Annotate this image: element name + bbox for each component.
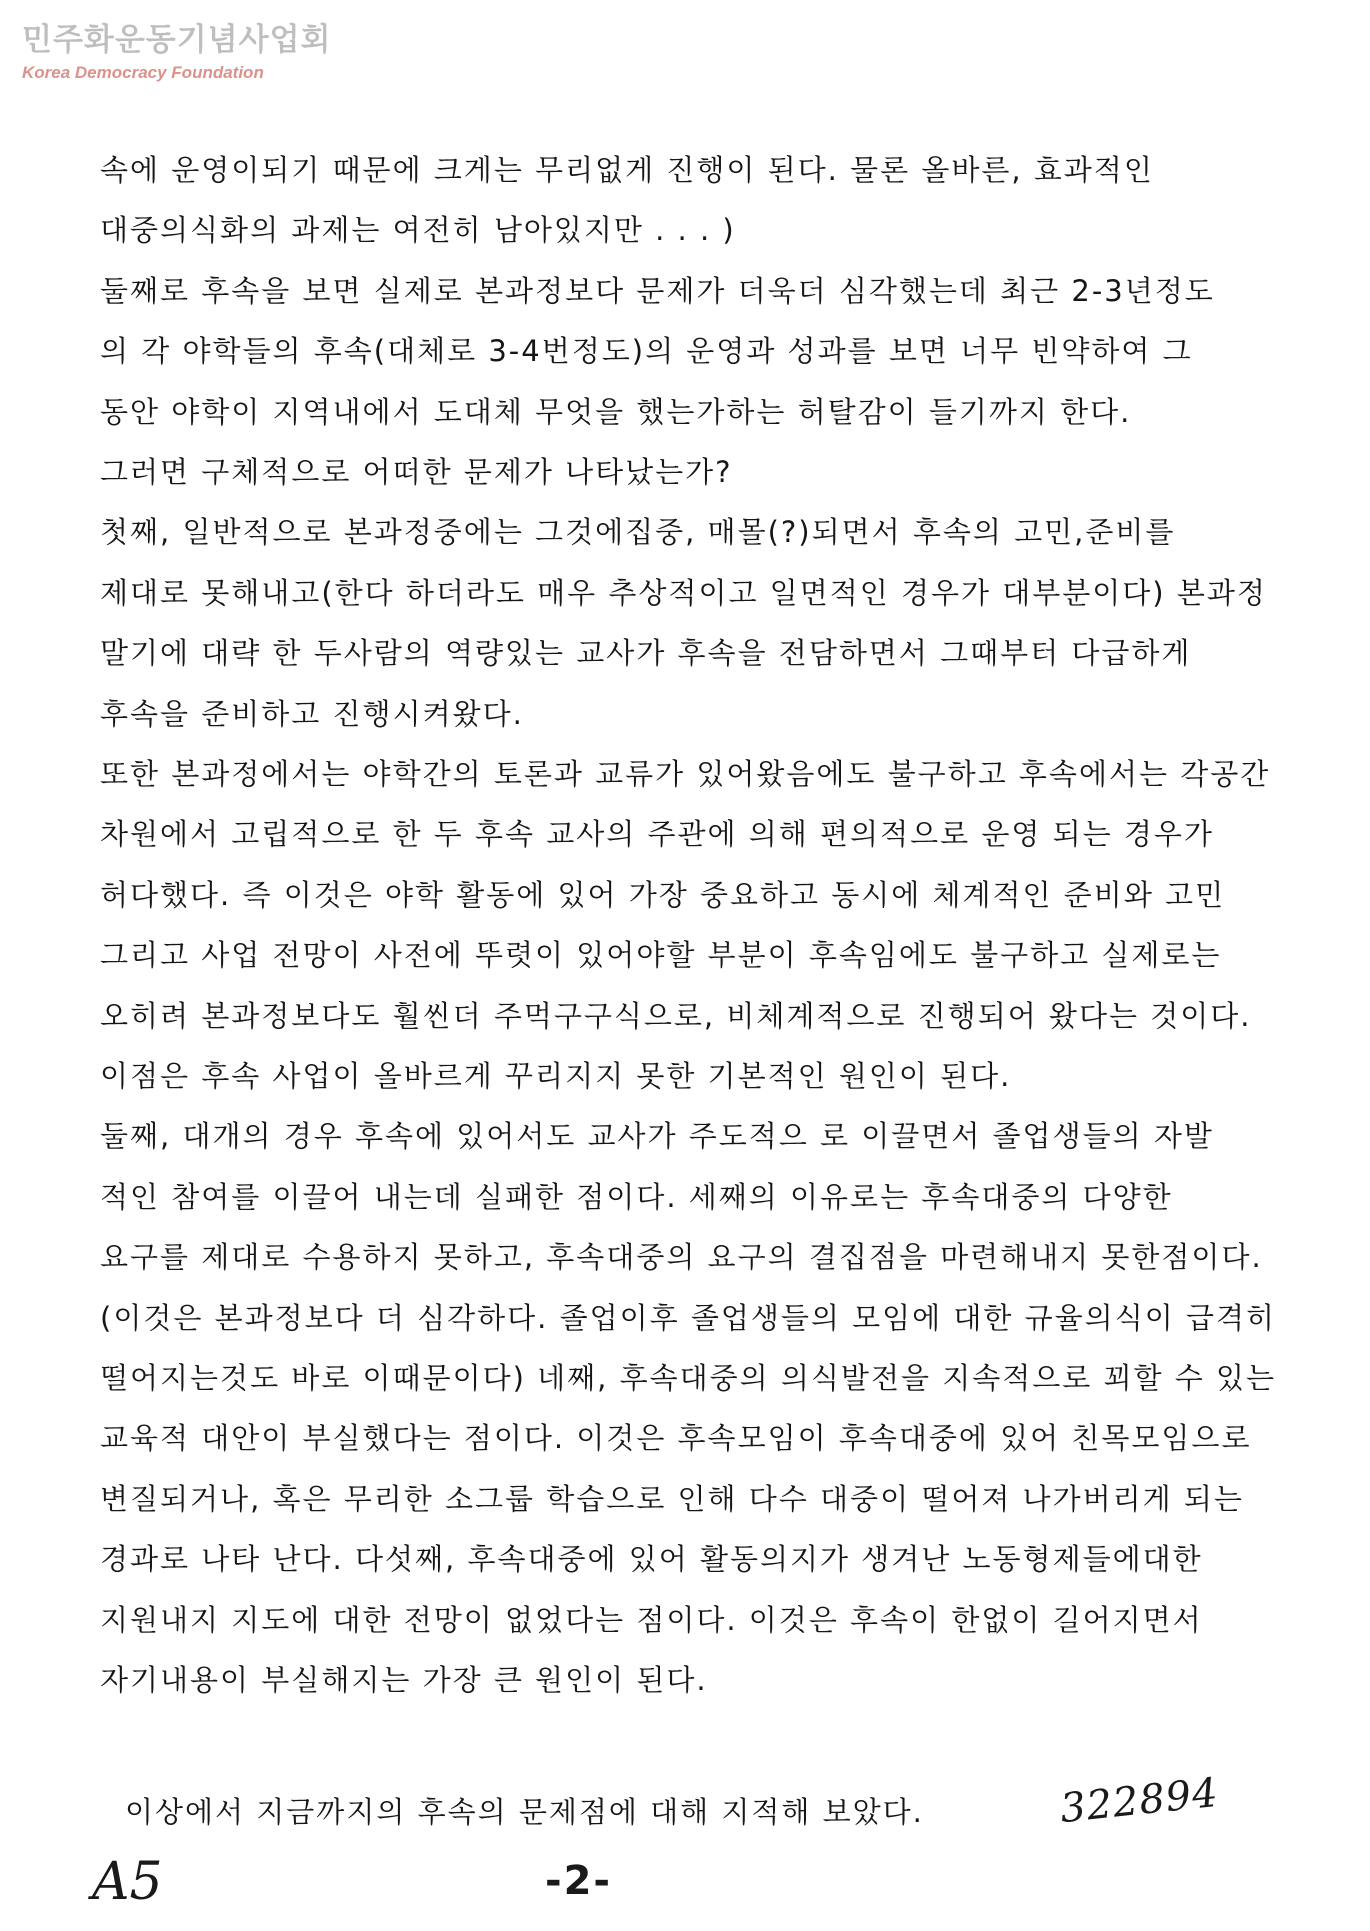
body-line: 둘째로 후속을 보면 실제로 본과정보다 문제가 더욱더 심각했는데 최근 2-3년정도 [100, 273, 1215, 308]
body-line: (이것은 본과정보다 더 심각하다. 졸업이후 졸업생들의 모임에 대한 규율의식이 급격히 [100, 1300, 1276, 1335]
body-line: 제대로 못해내고(한다 하더라도 매우 추상적이고 일면적인 경우가 대부분이다) 본과정 [100, 575, 1267, 610]
body-line: 속에 운영이되기 때문에 크게는 무리없게 진행이 된다. 물론 올바른, 효과적인 [100, 153, 1154, 187]
body-line: 차원에서 고립적으로 한 두 후속 교사의 주관에 의해 편의적으로 운영 되는 경우가 [100, 817, 1214, 852]
closing-line: 이상에서 지금까지의 후속의 문제점에 대해 지적해 보았다. [125, 1795, 924, 1829]
body-line: 변질되거나, 혹은 무리한 소그룹 학습으로 인해 다수 대중이 떨어져 나가버리게 되는 [100, 1481, 1244, 1516]
body-line: 첫째, 일반적으로 본과정중에는 그것에집중, 매몰(?)되면서 후속의 고민,준비를 [100, 515, 1176, 550]
body-line: 그리고 사업 전망이 사전에 뚜렷이 있어야할 부분이 후속임에도 불구하고 실제로는 [100, 938, 1222, 973]
body-line: 허다했다. 즉 이것은 야학 활동에 있어 가장 중요하고 동시에 체계적인 준비와 고민 [100, 877, 1226, 912]
watermark-logo [22, 22, 331, 84]
body-line: 둘째, 대개의 경우 후속에 있어서도 교사가 주도적으 로 이끌면서 졸업생들의 자발 [100, 1119, 1214, 1154]
body-line: 대중의식화의 과제는 여전히 남아있지만 . . . ) [100, 213, 736, 248]
body-line: 동안 야학이 지역내에서 도대체 무엇을 했는가하는 허탈감이 들기까지 한다. [100, 394, 1132, 429]
body-line: 의 각 야학들의 후속(대체로 3-4번정도)의 운영과 성과를 보면 너무 빈약하여 그 [100, 334, 1193, 369]
body-line: 경과로 나타 난다. 다섯째, 후속대중에 있어 활동의지가 생겨난 노동형제들에대한 [100, 1542, 1203, 1577]
watermark-org-korean: 민주화운동기념사업회 [22, 22, 332, 58]
body-line: 교육적 대안이 부실했다는 점이다. 이것은 후속모임이 후속대중에 있어 친목모임으로 [100, 1421, 1252, 1456]
body-line: 이점은 후속 사업이 올바르게 꾸리지지 못한 기본적인 원인이 된다. [100, 1059, 1012, 1093]
body-line: 후속을 준비하고 진행시켜왔다. [100, 696, 524, 731]
body-line: 요구를 제대로 수용하지 못하고, 후속대중의 요구의 결집점을 마련해내지 못한점이다. [100, 1240, 1263, 1275]
page-number: -2- [545, 1858, 613, 1904]
body-line: 말기에 대략 한 두사람의 역량있는 교사가 후속을 전담하면서 그때부터 다급하게 [100, 636, 1192, 671]
body-line: 적인 참여를 이끌어 내는데 실패한 점이다. 세째의 이유로는 후속대중의 다양한 [100, 1179, 1173, 1214]
body-line: 떨어지는것도 바로 이때문이다) 네째, 후속대중의 의식발전을 지속적으로 꾀할 수 있는 [100, 1361, 1276, 1395]
body-line: 또한 본과정에서는 야학간의 토론과 교류가 있어왔음에도 불구하고 후속에서는 각공간 [100, 757, 1271, 791]
watermark-org-english: Korea Democracy Foundation [22, 63, 264, 82]
body-line: 지원내지 지도에 대한 전망이 없었다는 점이다. 이것은 후속이 한없이 길어지면서 [100, 1602, 1203, 1637]
body-line: 오히려 본과정보다도 훨씬더 주먹구구식으로, 비체계적으로 진행되어 왔다는 것이다. [100, 998, 1252, 1033]
margin-mark: A5 [92, 1852, 163, 1912]
document-number: 322894 [1058, 1769, 1221, 1833]
body-line: 자기내용이 부실해지는 가장 큰 원인이 된다. [100, 1663, 708, 1697]
body-line: 그러면 구체적으로 어떠한 문제가 나타났는가? [100, 455, 733, 489]
